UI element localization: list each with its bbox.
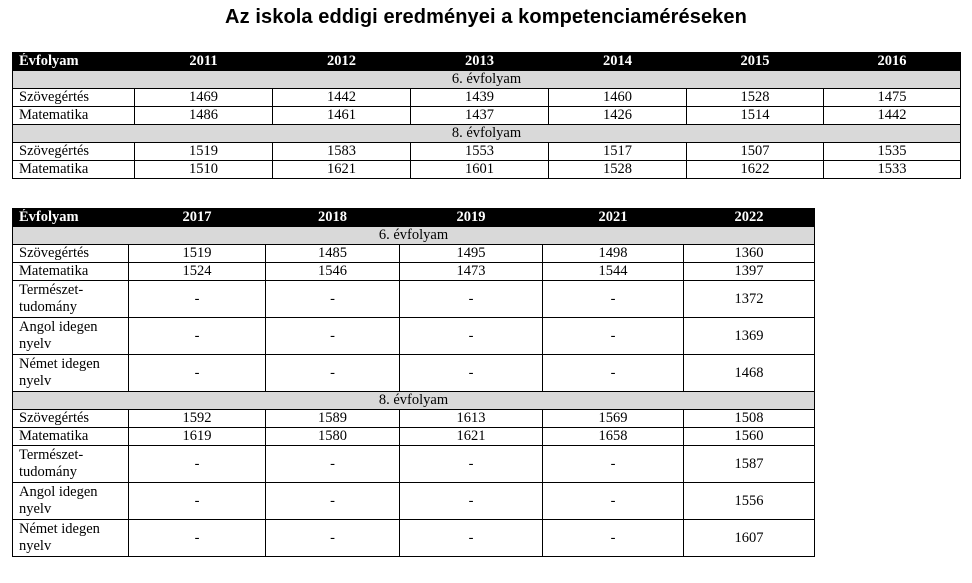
score-cell: 1619 xyxy=(129,428,266,446)
table-row xyxy=(13,410,815,428)
table-header-row xyxy=(13,53,961,71)
score-cell: 1519 xyxy=(135,143,273,161)
column-header: 2022 xyxy=(684,209,815,227)
score-cell: 1517 xyxy=(549,143,687,161)
score-cell: - xyxy=(266,318,400,355)
table-row xyxy=(13,446,815,483)
subject-cell: Szövegértés xyxy=(13,89,135,107)
grade-group-row xyxy=(13,71,961,89)
score-cell: - xyxy=(129,318,266,355)
column-header: Évfolyam xyxy=(13,209,129,227)
score-cell: - xyxy=(400,446,543,483)
score-cell: 1528 xyxy=(549,161,687,179)
score-cell: 1360 xyxy=(684,245,815,263)
score-cell: 1546 xyxy=(266,263,400,281)
score-cell: 1569 xyxy=(543,410,684,428)
subject-cell: Matematika xyxy=(13,263,129,281)
score-cell: 1498 xyxy=(543,245,684,263)
score-cell: 1544 xyxy=(543,263,684,281)
score-cell: 1519 xyxy=(129,245,266,263)
score-cell: 1592 xyxy=(129,410,266,428)
score-cell: - xyxy=(400,281,543,318)
score-cell: 1621 xyxy=(273,161,411,179)
score-cell: 1514 xyxy=(687,107,824,125)
table-row xyxy=(13,318,815,355)
score-cell: - xyxy=(543,520,684,557)
score-cell: 1607 xyxy=(684,520,815,557)
table-row xyxy=(13,89,961,107)
score-cell: - xyxy=(266,520,400,557)
score-cell: 1460 xyxy=(549,89,687,107)
table-row xyxy=(13,428,815,446)
column-header: 2016 xyxy=(824,53,961,71)
table-row xyxy=(13,245,815,263)
score-cell: 1601 xyxy=(411,161,549,179)
score-cell: 1524 xyxy=(129,263,266,281)
table-row xyxy=(13,161,961,179)
score-cell: - xyxy=(129,281,266,318)
score-cell: - xyxy=(543,483,684,520)
score-cell: 1426 xyxy=(549,107,687,125)
column-header: 2017 xyxy=(129,209,266,227)
subject-cell: Német idegen nyelv xyxy=(13,520,129,557)
score-cell: 1580 xyxy=(266,428,400,446)
score-cell: - xyxy=(129,446,266,483)
grade-group-row xyxy=(13,392,815,410)
score-cell: 1508 xyxy=(684,410,815,428)
table-row xyxy=(13,520,815,557)
score-cell: 1372 xyxy=(684,281,815,318)
results-table-2017-2022 xyxy=(12,208,815,557)
score-cell: - xyxy=(543,318,684,355)
score-cell: 1613 xyxy=(400,410,543,428)
score-cell: - xyxy=(400,318,543,355)
subject-cell: Angol idegen nyelv xyxy=(13,483,129,520)
score-cell: - xyxy=(400,483,543,520)
subject-cell: Szövegértés xyxy=(13,410,129,428)
column-header: 2018 xyxy=(266,209,400,227)
score-cell: 1369 xyxy=(684,318,815,355)
page-title: Az iskola eddigi eredményei a kompetenciaméréseken xyxy=(225,6,747,28)
subject-cell: Angol idegen nyelv xyxy=(13,318,129,355)
subject-cell: Természet-tudomány xyxy=(13,281,129,318)
score-cell: 1589 xyxy=(266,410,400,428)
table-header-row xyxy=(13,209,815,227)
table-row xyxy=(13,281,815,318)
score-cell: 1510 xyxy=(135,161,273,179)
score-cell: - xyxy=(543,355,684,392)
grade-label: 6. évfolyam xyxy=(13,227,815,245)
column-header: 2021 xyxy=(543,209,684,227)
subject-cell: Matematika xyxy=(13,107,135,125)
score-cell: 1485 xyxy=(266,245,400,263)
score-cell: 1535 xyxy=(824,143,961,161)
table-row xyxy=(13,355,815,392)
score-cell: - xyxy=(400,520,543,557)
score-cell: - xyxy=(266,446,400,483)
score-cell: - xyxy=(543,281,684,318)
column-header: 2014 xyxy=(549,53,687,71)
score-cell: - xyxy=(266,355,400,392)
column-header: 2015 xyxy=(687,53,824,71)
grade-label: 8. évfolyam xyxy=(13,392,815,410)
column-header: 2013 xyxy=(411,53,549,71)
score-cell: 1439 xyxy=(411,89,549,107)
score-cell: 1528 xyxy=(687,89,824,107)
score-cell: 1583 xyxy=(273,143,411,161)
column-header: 2012 xyxy=(273,53,411,71)
subject-cell: Szövegértés xyxy=(13,143,135,161)
score-cell: - xyxy=(266,483,400,520)
table-row xyxy=(13,143,961,161)
grade-group-row xyxy=(13,227,815,245)
score-cell: 1473 xyxy=(400,263,543,281)
score-cell: 1507 xyxy=(687,143,824,161)
score-cell: - xyxy=(129,483,266,520)
score-cell: 1442 xyxy=(273,89,411,107)
score-cell: - xyxy=(266,281,400,318)
score-cell: 1587 xyxy=(684,446,815,483)
score-cell: 1486 xyxy=(135,107,273,125)
results-table-2011-2016 xyxy=(12,52,961,179)
column-header: 2011 xyxy=(135,53,273,71)
score-cell: 1622 xyxy=(687,161,824,179)
subject-cell: Matematika xyxy=(13,161,135,179)
score-cell: 1533 xyxy=(824,161,961,179)
grade-label: 8. évfolyam xyxy=(13,125,961,143)
score-cell: 1495 xyxy=(400,245,543,263)
grade-label: 6. évfolyam xyxy=(13,71,961,89)
score-cell: 1658 xyxy=(543,428,684,446)
score-cell: 1553 xyxy=(411,143,549,161)
score-cell: 1475 xyxy=(824,89,961,107)
score-cell: - xyxy=(129,355,266,392)
score-cell: 1621 xyxy=(400,428,543,446)
table-row xyxy=(13,263,815,281)
score-cell: 1560 xyxy=(684,428,815,446)
score-cell: - xyxy=(400,355,543,392)
subject-cell: Német idegen nyelv xyxy=(13,355,129,392)
score-cell: 1556 xyxy=(684,483,815,520)
column-header: 2019 xyxy=(400,209,543,227)
score-cell: 1468 xyxy=(684,355,815,392)
table-row xyxy=(13,483,815,520)
score-cell: - xyxy=(543,446,684,483)
subject-cell: Szövegértés xyxy=(13,245,129,263)
subject-cell: Természet-tudomány xyxy=(13,446,129,483)
score-cell: 1469 xyxy=(135,89,273,107)
score-cell: 1442 xyxy=(824,107,961,125)
table-row xyxy=(13,107,961,125)
score-cell: 1437 xyxy=(411,107,549,125)
grade-group-row xyxy=(13,125,961,143)
score-cell: - xyxy=(129,520,266,557)
subject-cell: Matematika xyxy=(13,428,129,446)
column-header: Évfolyam xyxy=(13,53,135,71)
score-cell: 1397 xyxy=(684,263,815,281)
score-cell: 1461 xyxy=(273,107,411,125)
